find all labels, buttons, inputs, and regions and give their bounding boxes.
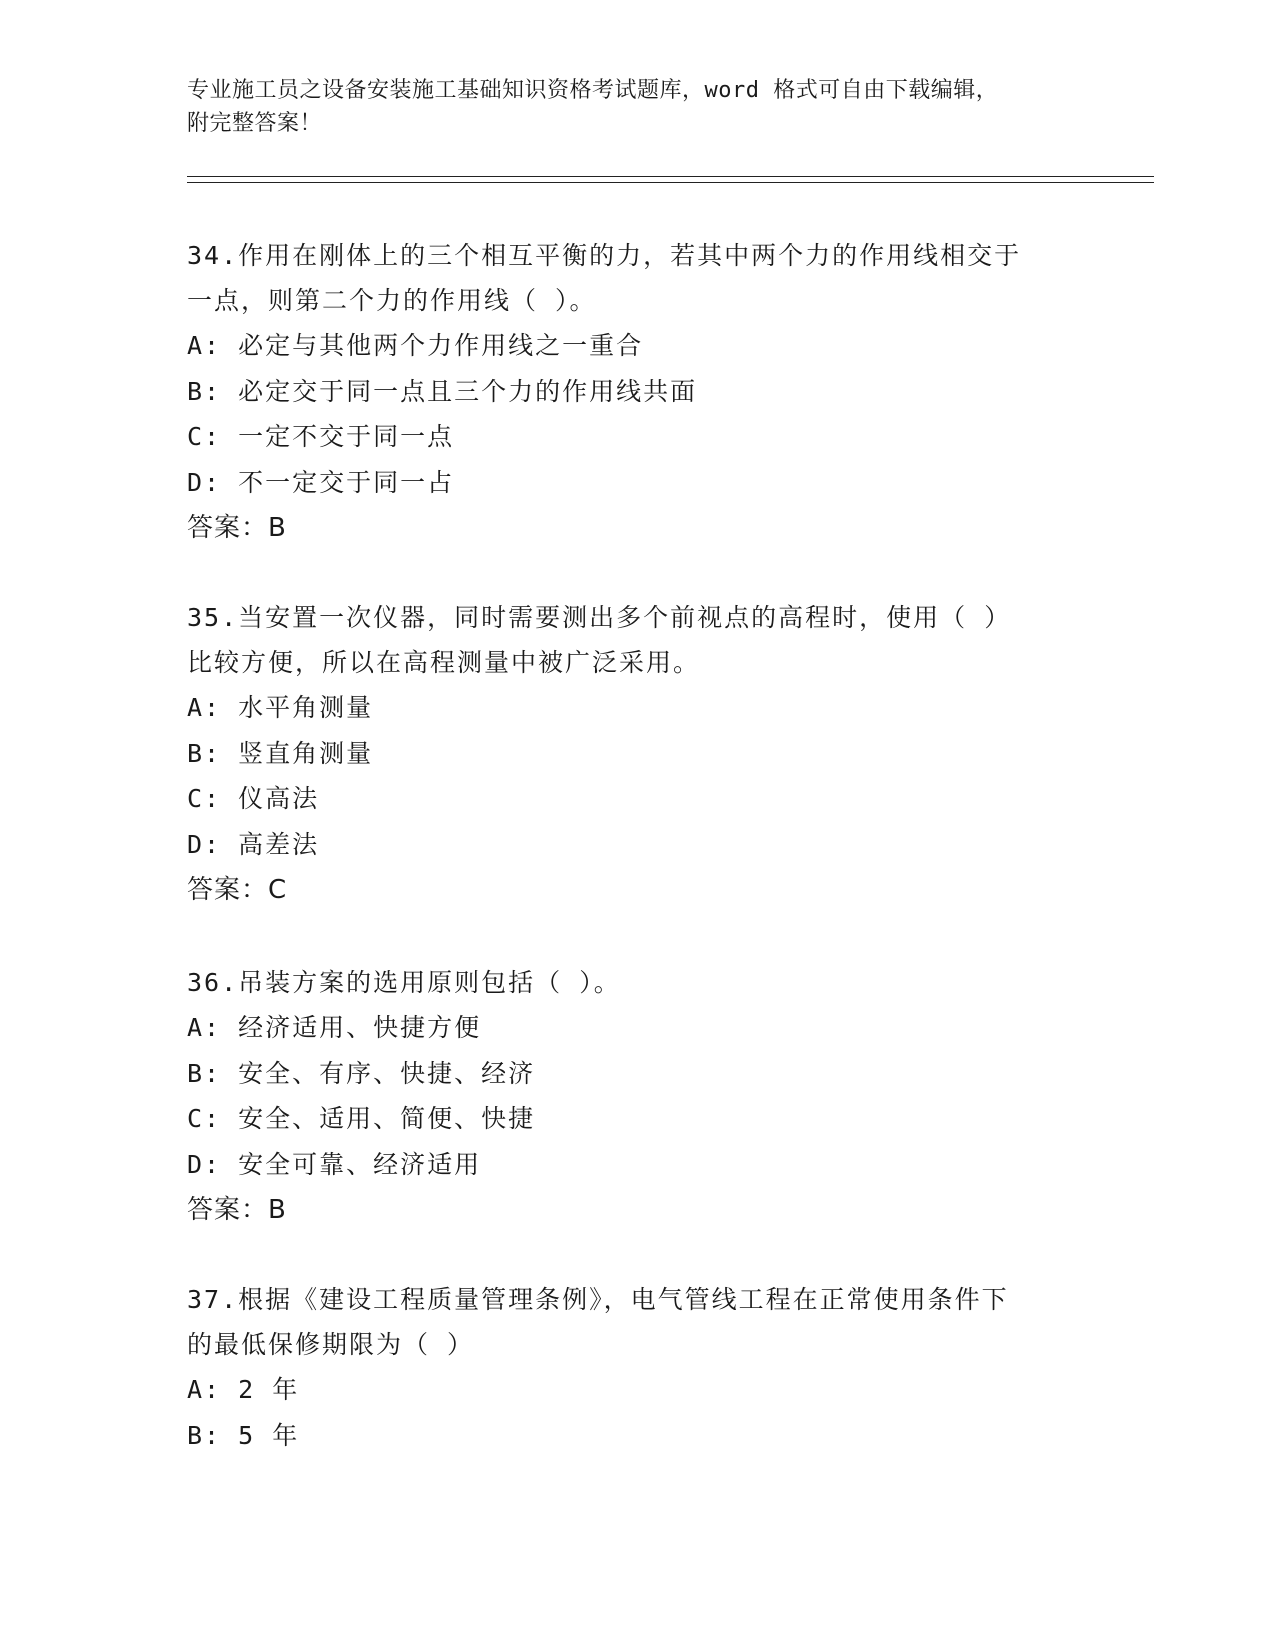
option-a: A: 经济适用、快捷方便 — [187, 1013, 482, 1042]
option-c: C: 一定不交于同一点 — [187, 422, 455, 451]
question-stem-line: 34.作用在刚体上的三个相互平衡的力，若其中两个力的作用线相交于 — [187, 241, 1022, 270]
question-35 — [187, 595, 1087, 913]
answer: 答案：C — [187, 875, 288, 905]
option-a: A: 水平角测量 — [187, 693, 374, 722]
question-stem-line: 37.根据《建设工程质量管理条例》，电气管线工程在正常使用条件下 — [187, 1285, 1009, 1314]
option-a: A: 2 年 — [187, 1375, 300, 1404]
question-stem-line: 36.吊装方案的选用原则包括（ ）。 — [187, 968, 621, 997]
question-37 — [187, 1277, 1087, 1458]
option-b: B: 安全、有序、快捷、经济 — [187, 1058, 536, 1088]
option-d: D: 安全可靠、经济适用 — [187, 1149, 482, 1179]
header-divider-top — [187, 176, 1154, 177]
header-line-1: 专业施工员之设备安装施工基础知识资格考试题库，word 格式可自由下载编辑， — [187, 78, 999, 103]
answer: 答案：B — [187, 513, 287, 543]
question-stem-line: 的最低保修期限为（ ） — [187, 1330, 475, 1359]
option-d: D: 不一定交于同一占 — [187, 467, 455, 497]
question-stem-line: 一点，则第二个力的作用线（ ）。 — [187, 286, 597, 315]
question-36 — [187, 960, 1087, 1233]
option-d: D: 高差法 — [187, 829, 320, 859]
answer: 答案：B — [187, 1195, 287, 1225]
option-c: C: 仪高法 — [187, 784, 320, 813]
header-divider-bottom — [187, 182, 1154, 183]
question-34 — [187, 233, 1087, 551]
document-header — [187, 74, 1107, 140]
option-b: B: 必定交于同一点且三个力的作用线共面 — [187, 376, 698, 406]
question-stem-line: 35.当安置一次仪器，同时需要测出多个前视点的高程时，使用（ ） — [187, 603, 1012, 632]
option-b: B: 竖直角测量 — [187, 738, 374, 768]
option-b: B: 5 年 — [187, 1420, 300, 1450]
header-line-2: 附完整答案！ — [187, 111, 323, 136]
question-stem-line: 比较方便，所以在高程测量中被广泛采用。 — [187, 648, 701, 677]
option-a: A: 必定与其他两个力作用线之一重合 — [187, 331, 644, 360]
option-c: C: 安全、适用、简便、快捷 — [187, 1104, 536, 1133]
